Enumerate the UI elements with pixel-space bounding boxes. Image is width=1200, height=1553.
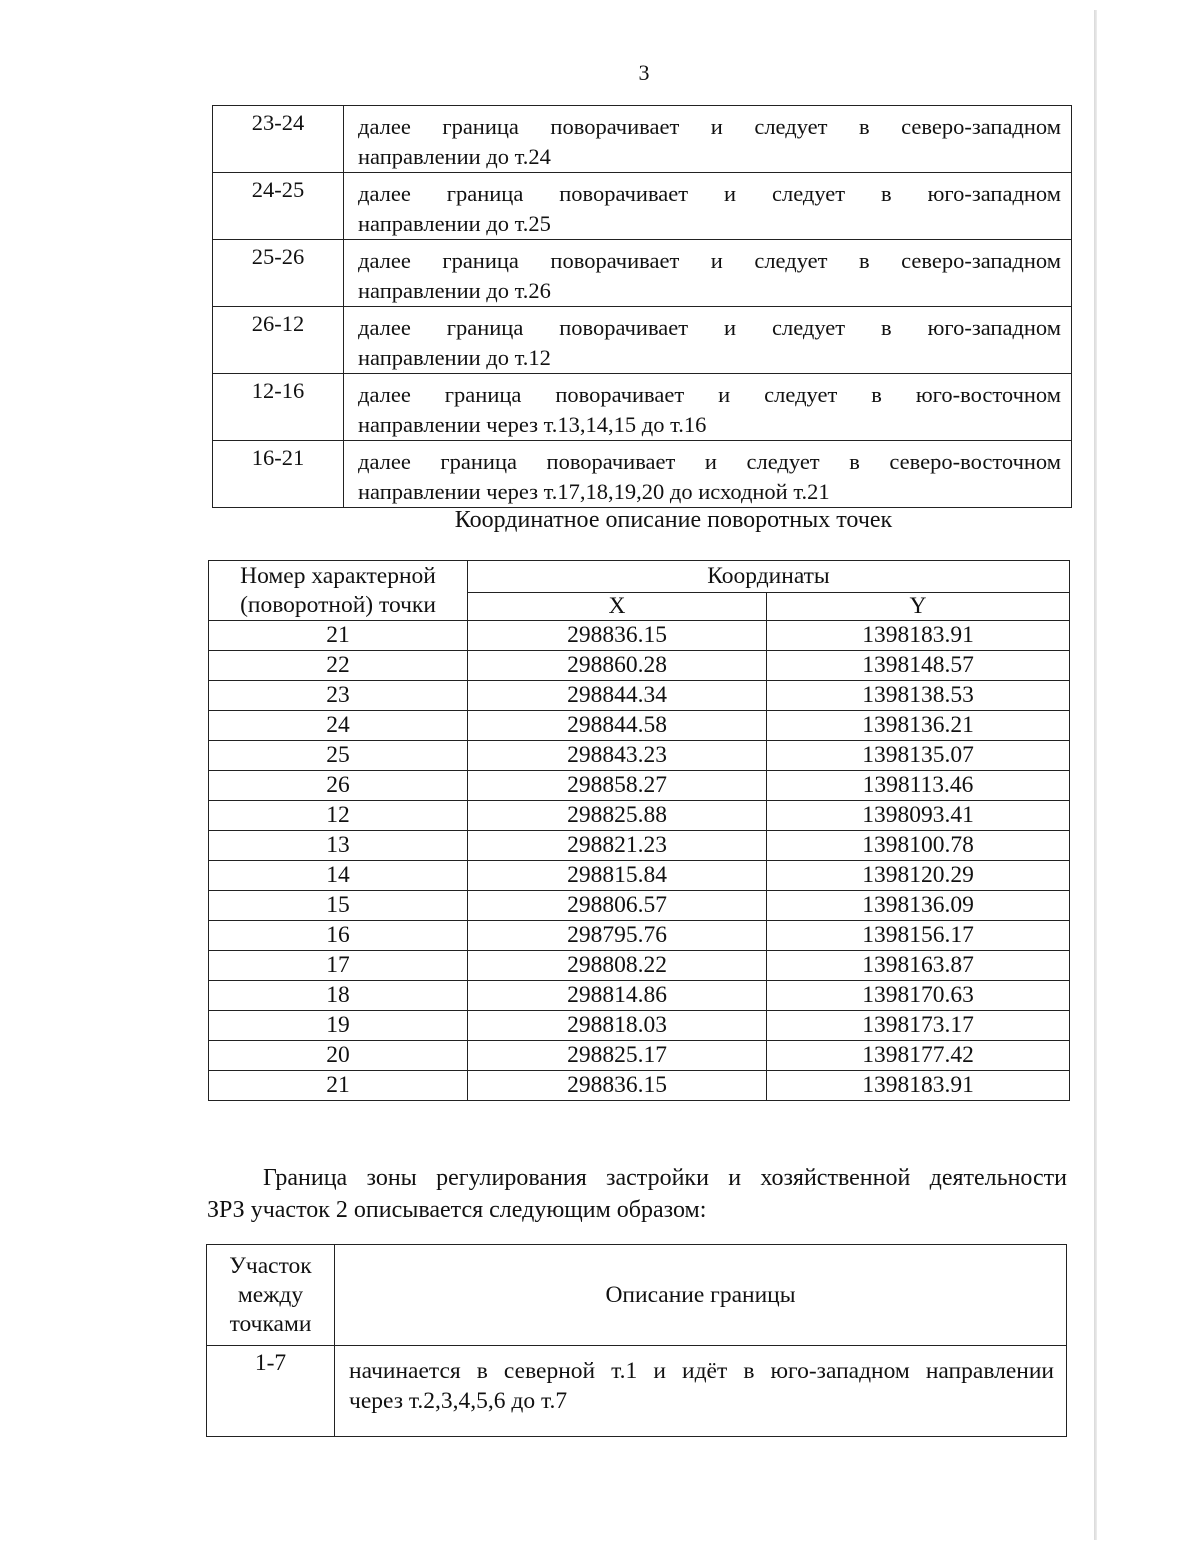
point-number-cell: 21 [209, 621, 468, 651]
segment-description [344, 374, 1072, 441]
segment-description-line1: далее граница поворачивает и следует в северо-западном [358, 248, 1061, 273]
paragraph-line1: Граница зоны регулирования застройки и хозяйственной деятельности [263, 1165, 1067, 1191]
segment-description-line1: далее граница поворачивает и следует в юго-западном [358, 315, 1061, 340]
x-coordinate-cell: 298860.28 [468, 651, 767, 681]
point-number-cell: 19 [209, 1011, 468, 1041]
x-coordinate-cell: 298836.15 [468, 621, 767, 651]
zone-description-paragraph [207, 1162, 1067, 1226]
y-coordinate-cell: 1398136.09 [767, 891, 1070, 921]
segment-header-line2: между [237, 1281, 304, 1308]
x-coordinate-cell: 298843.23 [468, 741, 767, 771]
segment-header-line1: Участок [229, 1252, 312, 1279]
segment-cell: 1-7 [207, 1346, 335, 1437]
segment-description-line2: направлении до т.25 [358, 211, 551, 236]
segment-header-line3: точками [229, 1310, 312, 1337]
y-coordinate-cell: 1398093.41 [767, 801, 1070, 831]
segment-row [213, 307, 1072, 374]
segment-description-line1: далее граница поворачивает и следует в северо-восточном [358, 449, 1061, 474]
segment-row [213, 106, 1072, 173]
x-coordinate-cell: 298858.27 [468, 771, 767, 801]
x-column-header: X [468, 593, 767, 621]
coordinate-row [209, 1071, 1070, 1101]
point-number-header [209, 561, 468, 621]
point-number-cell: 23 [209, 681, 468, 711]
paragraph-line2: ЗРЗ участок 2 описывается следующим образом: [207, 1197, 707, 1223]
coordinates-table [208, 560, 1070, 1101]
segment-id: 25-26 [213, 240, 344, 307]
y-coordinate-cell: 1398177.42 [767, 1041, 1070, 1071]
y-coordinate-cell: 1398138.53 [767, 681, 1070, 711]
x-coordinate-cell: 298825.17 [468, 1041, 767, 1071]
point-number-cell: 24 [209, 711, 468, 741]
segment-row [213, 240, 1072, 307]
point-number-cell: 18 [209, 981, 468, 1011]
x-coordinate-cell: 298844.58 [468, 711, 767, 741]
point-number-cell: 25 [209, 741, 468, 771]
y-coordinate-cell: 1398148.57 [767, 651, 1070, 681]
segment-description [344, 441, 1072, 508]
point-number-cell: 13 [209, 831, 468, 861]
y-coordinate-cell: 1398183.91 [767, 1071, 1070, 1101]
coordinate-row [209, 741, 1070, 771]
x-coordinate-cell: 298815.84 [468, 861, 767, 891]
segment-description [344, 106, 1072, 173]
coordinate-row [209, 981, 1070, 1011]
scan-page-edge [1094, 10, 1097, 1540]
segment-row [213, 374, 1072, 441]
x-coordinate-cell: 298818.03 [468, 1011, 767, 1041]
coordinate-row [209, 651, 1070, 681]
point-number-header-line2: (поворотной) точки [240, 591, 436, 618]
segment-description-line1: далее граница поворачивает и следует в юго-восточном [358, 382, 1061, 407]
x-coordinate-cell: 298795.76 [468, 921, 767, 951]
segment-id: 24-25 [213, 173, 344, 240]
segment-id: 26-12 [213, 307, 344, 374]
description-cell [335, 1346, 1067, 1437]
coordinate-row [209, 861, 1070, 891]
coordinates-header: Координаты [468, 561, 1070, 593]
segment-description-line2: направлении до т.26 [358, 278, 551, 303]
page-number: 3 [638, 60, 650, 85]
y-coordinate-cell: 1398113.46 [767, 771, 1070, 801]
description-line2: через т.2,3,4,5,6 до т.7 [349, 1388, 568, 1414]
y-coordinate-cell: 1398156.17 [767, 921, 1070, 951]
coordinate-row [209, 891, 1070, 921]
boundary-description-table [206, 1244, 1067, 1437]
coordinates-section-title: Координатное описание поворотных точек [454, 507, 893, 533]
coordinate-row [209, 681, 1070, 711]
coordinate-row [209, 621, 1070, 651]
coordinate-row [209, 771, 1070, 801]
segment-id: 16-21 [213, 441, 344, 508]
y-coordinate-cell: 1398120.29 [767, 861, 1070, 891]
segment-description [344, 240, 1072, 307]
point-number-cell: 20 [209, 1041, 468, 1071]
segment-description [344, 307, 1072, 374]
segment-description-line2: направлении до т.24 [358, 144, 551, 169]
y-coordinate-cell: 1398183.91 [767, 621, 1070, 651]
point-number-cell: 15 [209, 891, 468, 921]
x-coordinate-cell: 298814.86 [468, 981, 767, 1011]
segment-id: 12-16 [213, 374, 344, 441]
segment-description [344, 173, 1072, 240]
y-coordinate-cell: 1398170.63 [767, 981, 1070, 1011]
y-coordinate-cell: 1398163.87 [767, 951, 1070, 981]
segment-description-line2: направлении через т.17,18,19,20 до исходной т.21 [358, 479, 830, 504]
segment-row [213, 173, 1072, 240]
point-number-cell: 22 [209, 651, 468, 681]
y-coordinate-cell: 1398173.17 [767, 1011, 1070, 1041]
coordinate-row [209, 801, 1070, 831]
segment-description-line2: направлении через т.13,14,15 до т.16 [358, 412, 707, 437]
description-header: Описание границы [335, 1245, 1067, 1346]
route-segments-table [212, 105, 1072, 508]
y-coordinate-cell: 1398136.21 [767, 711, 1070, 741]
x-coordinate-cell: 298836.15 [468, 1071, 767, 1101]
point-number-cell: 21 [209, 1071, 468, 1101]
point-number-cell: 17 [209, 951, 468, 981]
coordinate-row [209, 951, 1070, 981]
coordinate-row [209, 921, 1070, 951]
segment-id: 23-24 [213, 106, 344, 173]
segment-row [213, 441, 1072, 508]
point-number-cell: 26 [209, 771, 468, 801]
point-number-header-line1: Номер характерной [240, 562, 436, 589]
point-number-cell: 16 [209, 921, 468, 951]
description-line1: начинается в северной т.1 и идёт в юго-западном направлении [349, 1358, 1054, 1384]
segment-header [207, 1245, 335, 1346]
x-coordinate-cell: 298806.57 [468, 891, 767, 921]
x-coordinate-cell: 298825.88 [468, 801, 767, 831]
point-number-cell: 12 [209, 801, 468, 831]
segment-description-line2: направлении до т.12 [358, 345, 551, 370]
x-coordinate-cell: 298844.34 [468, 681, 767, 711]
segment-description-line1: далее граница поворачивает и следует в юго-западном [358, 181, 1061, 206]
y-column-header: Y [767, 593, 1070, 621]
x-coordinate-cell: 298808.22 [468, 951, 767, 981]
coordinate-row [209, 711, 1070, 741]
coordinate-row [209, 1011, 1070, 1041]
coordinate-row [209, 1041, 1070, 1071]
y-coordinate-cell: 1398135.07 [767, 741, 1070, 771]
y-coordinate-cell: 1398100.78 [767, 831, 1070, 861]
x-coordinate-cell: 298821.23 [468, 831, 767, 861]
point-number-cell: 14 [209, 861, 468, 891]
segment-description-line1: далее граница поворачивает и следует в северо-западном [358, 114, 1061, 139]
coordinate-row [209, 831, 1070, 861]
